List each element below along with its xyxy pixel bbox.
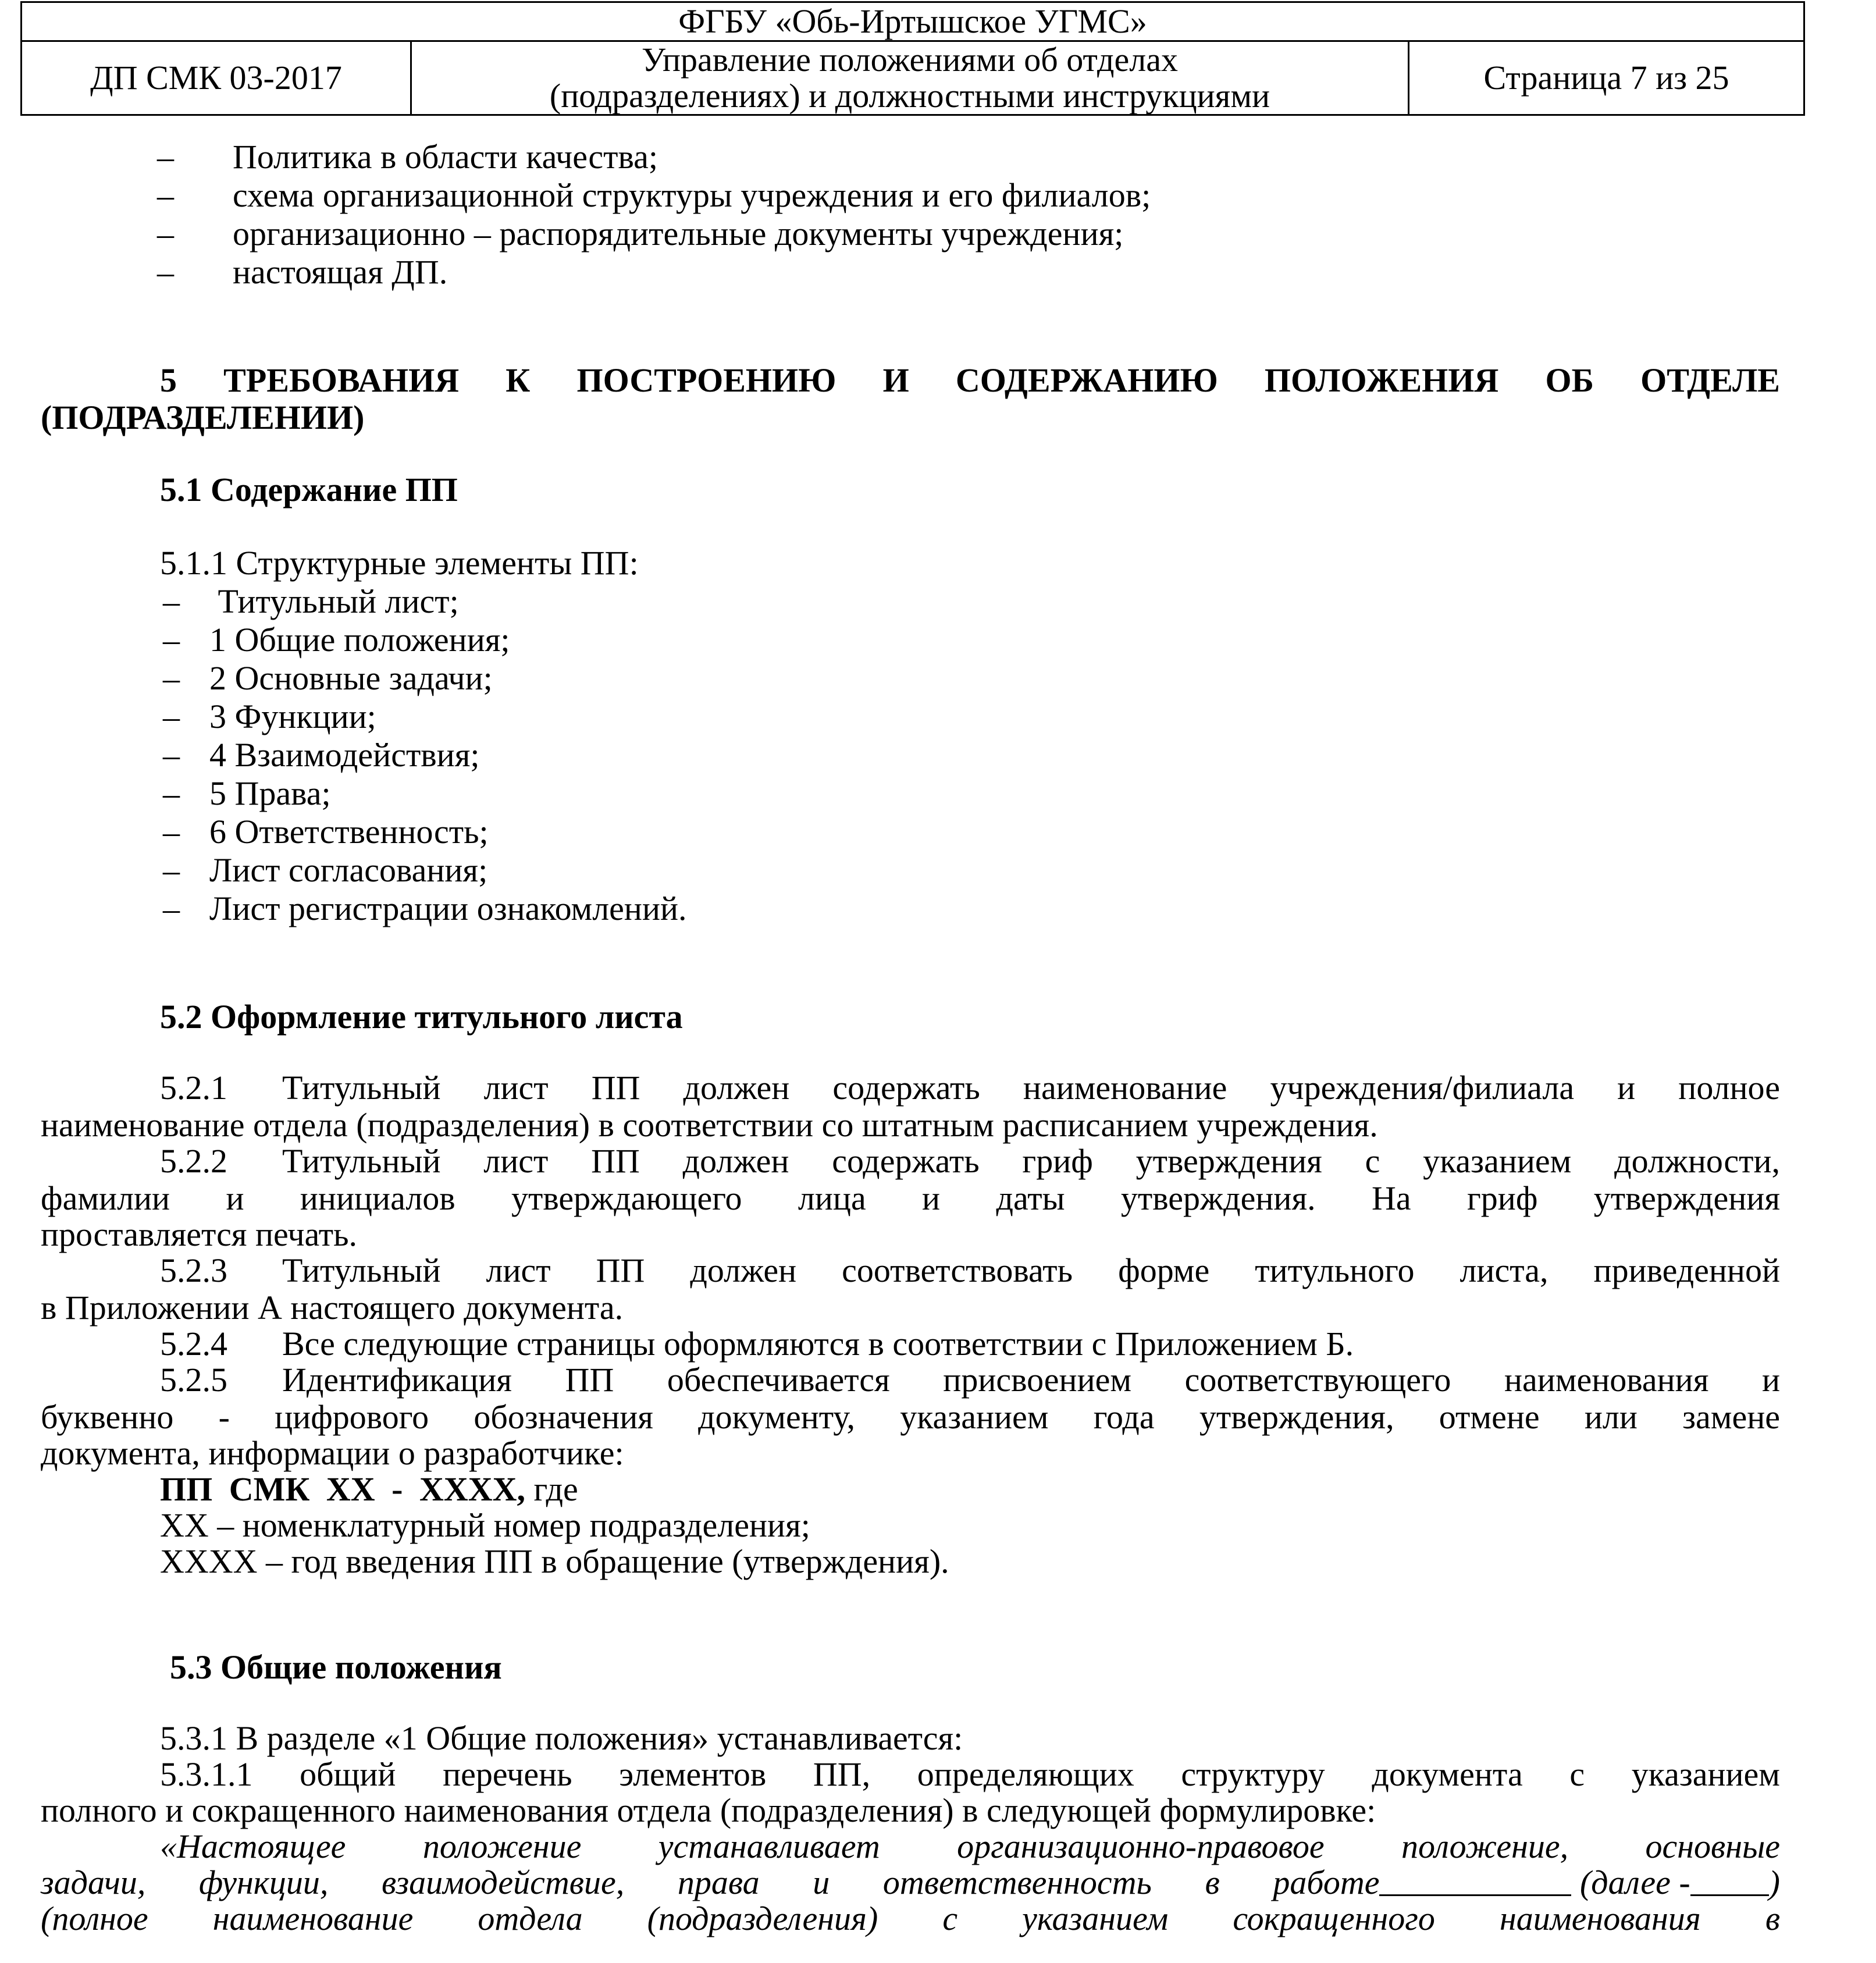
list-item: – 6 Ответственность; [163, 813, 489, 851]
blank-field-short-name [1690, 1864, 1769, 1896]
header-doc-title [411, 41, 1409, 115]
s524-line1: 5.2.4 Все следующие страницы оформляются в соответствии с Приложением Б. [160, 1325, 1354, 1363]
header-organization: ФГБУ «Обь-Иртышское УГМС» [22, 2, 1804, 41]
list-item: – организационно – распорядительные документы учреждения; [41, 215, 1780, 254]
s53-paragraphs: 5.3.1 В разделе «1 Общие положения» устанавливается: 5.3.1.1 общий перечень элементов ПП, определяющих структуру документа с указанием полного и сокращенного наименования отдела (подразделения) в следующей формулировке: «Настоящее положение устанавливает организационно-правовое положение, основные задачи, функции, взаимодействие, права и ответственность в работе (далее - ) (полное наименование отдела (подразделения) с указанием сокращенного наименования в [41, 1719, 1780, 1937]
list-item: – 1 Общие положения; [163, 621, 510, 659]
code-format: ПП СМК ХХ - ХХХХ, где [160, 1470, 578, 1508]
list-item: – Лист согласования; [163, 851, 488, 889]
dash: – [157, 176, 174, 214]
list-item: – схема организационной структуры учреждения и его филиалов; [41, 177, 1780, 215]
section-5-2-heading: 5.2 Оформление титульного листа [160, 998, 683, 1036]
section-5-heading: 5 ТРЕБОВАНИЯ К ПОСТРОЕНИЮ И СОДЕРЖАНИЮ ПОЛОЖЕНИЯ ОБ ОТДЕЛЕ (ПОДРАЗДЕЛЕНИИ) [41, 361, 1780, 436]
list-item: – 2 Основные задачи; [163, 659, 493, 697]
document-header-table [20, 1, 1805, 116]
list-item: – Лист регистрации ознакомлений. [163, 890, 687, 927]
dash: – [157, 138, 174, 176]
s522-line1: 5.2.2 Титульный лист ПП должен содержать гриф утверждения с указанием должности, [160, 1142, 1780, 1180]
code-xxxx-desc: ХХХХ – год введения ПП в обращение (утверждения). [160, 1542, 949, 1580]
s525-line1: 5.2.5 Идентификация ПП обеспечивается присвоением соответствующего наименования и [160, 1361, 1780, 1399]
code-xx-desc: ХХ – номенклатурный номер подразделения; [160, 1506, 810, 1544]
list-item: – 5 Права; [163, 774, 331, 812]
s523-line1: 5.2.3 Титульный лист ПП должен соответствовать форме титульного листа, приведенной [160, 1251, 1780, 1289]
blank-field-full-name [1379, 1864, 1571, 1896]
header-title-line1: Управление положениями об отделах [642, 41, 1178, 79]
list-item: – 3 Функции; [163, 698, 376, 735]
header-doc-code: ДП СМК 03-2017 [22, 41, 411, 115]
header-page-number: Страница 7 из 25 [1409, 41, 1804, 115]
s511-intro: 5.1.1 Структурные элементы ПП: [160, 544, 639, 582]
quote-line-with-blanks: задачи, функции, взаимодействие, права и ответственность в работе (далее - ) [41, 1864, 1780, 1901]
dash: – [157, 215, 174, 253]
list-item: – Политика в области качества; [41, 138, 1780, 177]
section-5-1-heading: 5.1 Содержание ПП [160, 471, 458, 508]
list-item: – Титульный лист; [163, 582, 459, 620]
structure-list [41, 583, 1780, 929]
s52-paragraphs: 5.2.1 Титульный лист ПП должен содержать наименование учреждения/филиала и полное наименование отдела (подразделения) в соответствии со штатным расписанием учреждения. 5.2.2 Титульный лист ПП должен содержать гриф утверждения с указанием должности, фамилии и инициалов утверждающего лица и даты утверждения. На гриф утверждения проставляется печать. 5.2.3 Титульный лист ПП должен соответствовать форме титульного листа, приведенной в Приложении А настоящего документа. 5.2.4 Все следующие страницы оформляются в соответствии с Приложением Б. 5.2.5 Идентификация ПП обеспечивается присвоением соответствующего наименования и буквенно - цифрового обозначения документу, указанием года утверждения, отмене или замене документа, информации о разработчике: ПП СМК ХХ - ХХХХ, где ХХ – номенклатурный номер подразделения; ХХХХ – год введения ПП в обращение (утверждения). [41, 1069, 1780, 1580]
s521-line1: 5.2.1 Титульный лист ПП должен содержать наименование учреждения/филиала и полное [160, 1069, 1780, 1107]
document-body [41, 138, 1780, 1936]
list-item: – настоящая ДП. [41, 254, 1780, 292]
list-item: – 4 Взаимодействия; [163, 736, 480, 774]
top-list [41, 138, 1780, 292]
section-5-3-heading: 5.3 Общие положения [170, 1648, 502, 1686]
header-title-line2: (подразделениях) и должностными инструкциями [549, 77, 1270, 115]
dash: – [157, 253, 174, 291]
